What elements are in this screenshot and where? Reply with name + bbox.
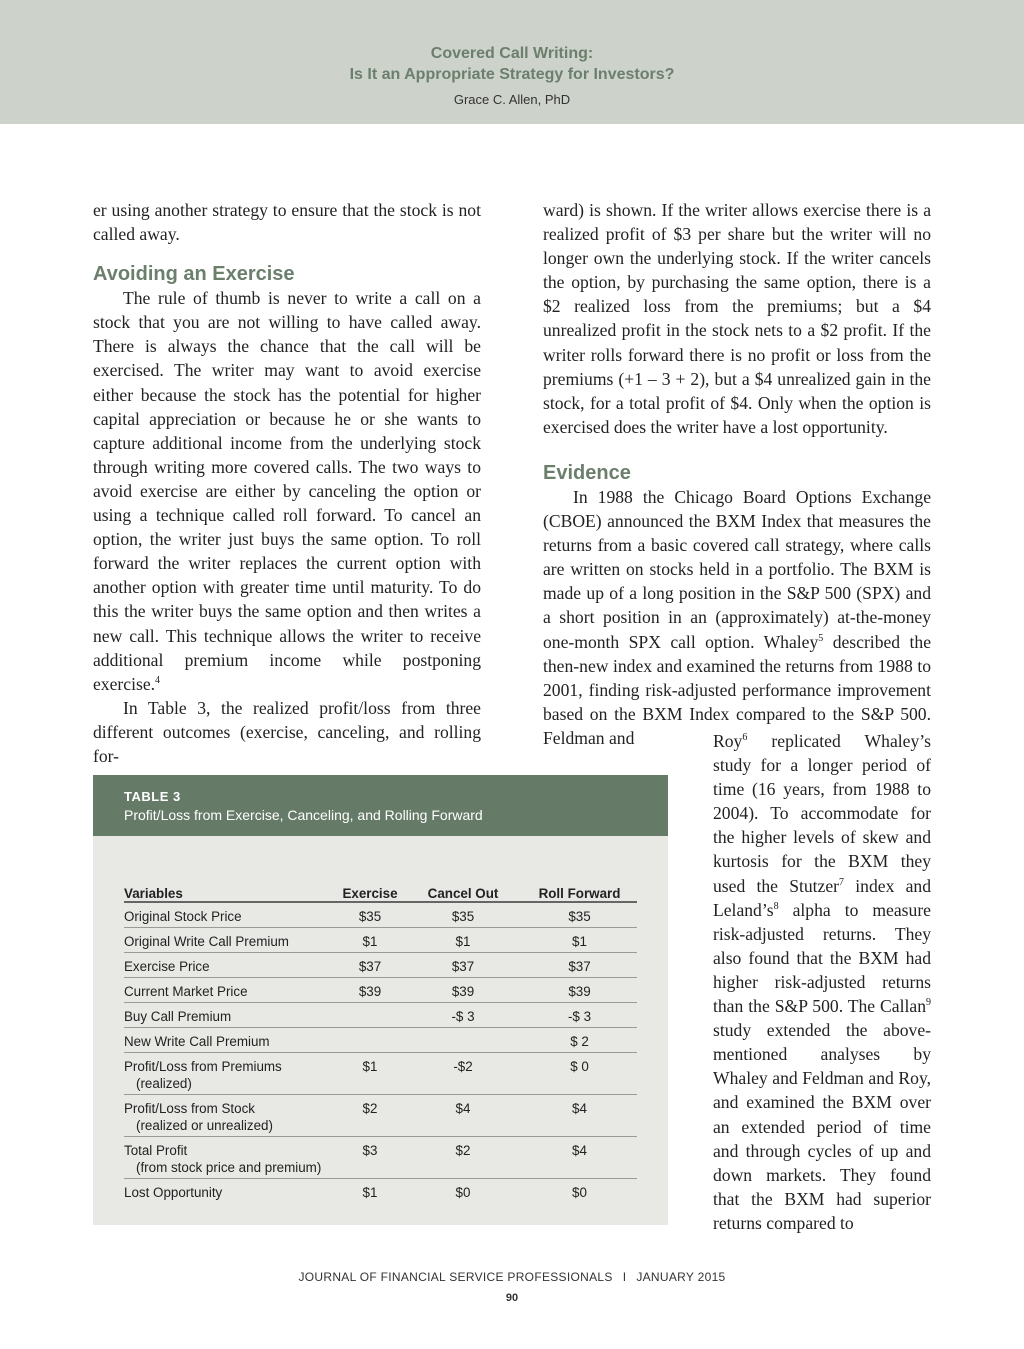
table-header-row [124, 882, 637, 903]
cancel-out-value: $0 [455, 1185, 471, 1200]
footnote-ref: 8 [773, 900, 779, 912]
cancel-out-value: -$2 [453, 1059, 473, 1074]
right-column [543, 198, 931, 750]
roll-forward-value: -$ 3 [567, 1009, 592, 1024]
page-number: 90 [505, 1292, 519, 1304]
row-label [124, 1003, 336, 1027]
row-label [124, 978, 336, 1002]
roll-forward-value: $39 [568, 984, 591, 999]
cancel-out-value: $39 [451, 984, 475, 999]
exercise-value: $2 [362, 1101, 378, 1116]
profit-loss-table [124, 882, 637, 1203]
table-row [124, 1178, 637, 1203]
cancel-out-value: -$ 3 [451, 1009, 475, 1024]
row-label [124, 1028, 336, 1052]
row-label-text: Buy Call Premium [124, 1009, 232, 1024]
column-header: Cancel Out [427, 886, 499, 901]
paragraph-text: described the then-new index and examined the returns from 1988 to 2001, finding risk-adjusted performance improvement based on the BXM Index compared to the S&P 500. Feldman and [543, 631, 931, 748]
roll-forward-value: $4 [572, 1101, 587, 1116]
row-label-text: Total Profit [124, 1143, 188, 1158]
header-band [0, 0, 1024, 124]
row-label-text: Current Market Price [124, 984, 248, 999]
issue-date: JANUARY 2015 [636, 1270, 726, 1284]
roll-forward-value: $35 [568, 909, 591, 924]
row-label-text: New Write Call Premium [124, 1034, 270, 1049]
row-label [124, 903, 336, 927]
roll-forward-value: $37 [568, 959, 591, 974]
left-continuation-text: er using another strategy to ensure that the stock is not called away. [93, 200, 481, 245]
table-row [124, 1027, 637, 1052]
row-label [124, 1179, 336, 1203]
footnote-ref: 4 [155, 674, 161, 686]
cancel-out-value: $2 [455, 1143, 471, 1158]
cancel-out-value [404, 1028, 522, 1052]
table-row [124, 1094, 637, 1136]
paragraph: In Table 3, the realized profit/loss from three different outcomes (exercise, canceling, and rolling for- [93, 697, 481, 766]
narrow-column [713, 729, 931, 1235]
row-label-text: Exercise Price [124, 959, 210, 974]
row-label [124, 953, 336, 977]
table-label: TABLE 3 [124, 789, 181, 804]
cancel-out-value: $35 [451, 909, 475, 924]
paragraph-text: replicated Whaley’s study for a longer period of time (16 years, from 1988 to 2004). To accommodate for the higher levels of skew and kurtosis for the BXM they used the Stutzer [713, 731, 931, 896]
row-label-text: Lost Opportunity [124, 1185, 223, 1200]
row-label-subtext: (from stock price and premium) [136, 1160, 322, 1175]
paragraph-text: The rule of thumb is never to write a call on a stock that you are not willing to have called away. There is always the chance that the call will be exercised. The writer may want to avoid exercise either because the stock has the potential for higher capital appreciation or because he or she wants to capture additional income from the underlying stock through writing more covered calls. The two ways to avoid exercise are either by canceling the option or using a technique called roll forward. To cancel an option, the writer just buys the same option. To roll forward the writer replaces the current option with another option with greater time until maturity. To do this the writer buys the same option and then writes a new call. This technique allows the writer to receive additional premium income while postponing exercise. [93, 288, 481, 694]
paragraph-text: study extended the above-mentioned analyses by Whaley and Feldman and Roy, and examined the BXM over an extended period of time and through cycles of up and down markets. They found that the BXM had superior returns compared to [713, 1020, 931, 1233]
column-header: Variables [124, 886, 183, 901]
exercise-value: $1 [362, 1059, 378, 1074]
exercise-value [336, 1028, 404, 1052]
paragraph [713, 729, 931, 1235]
exercise-value: $1 [362, 934, 378, 949]
exercise-value: $37 [358, 959, 382, 974]
paragraph-text: index and Leland’s [713, 875, 931, 920]
section-heading-avoiding-exercise: Avoiding an Exercise [93, 263, 295, 286]
article-title-line1: Covered Call Writing: [430, 45, 594, 62]
paragraph-text: Roy [713, 731, 743, 751]
table-row [124, 977, 637, 1002]
roll-forward-value: $4 [572, 1143, 587, 1158]
paragraph-text: In 1988 the Chicago Board Options Exchange (CBOE) announced the BXM Index that measures the returns from a basic covered call strategy, where calls are written on stocks held in a portfolio. The BXM is made up of a long position in the S&P 500 (SPX) and a short position in an (approximately) at-the-money one-month SPX call option. Whaley [543, 486, 931, 652]
table-3-box [93, 775, 668, 1225]
row-label [124, 1095, 336, 1136]
roll-forward-value: $ 2 [570, 1034, 589, 1049]
row-label [124, 1053, 336, 1094]
right-continuation-text: ward) is shown. If the writer allows exercise there is a realized profit of $3 per share but the writer will no longer own the underlying stock. If the writer cancels the option, by purchasing the same option, there is a $2 realized loss from the premiums; but a $4 unrealized profit in the stock nets to a $2 profit. If the writer rolls forward there is no profit or loss from the premiums (+1 – 3 + 2), but a $4 unrealized gain in the stock, for a total profit of $4. Only when the option is exercised does the writer have a lost opportunity. [543, 200, 931, 437]
column-header: Roll Forward [538, 886, 621, 901]
row-label-text: Profit/Loss from Stock [124, 1101, 255, 1116]
cancel-out-value: $1 [455, 934, 471, 949]
table-caption: Profit/Loss from Exercise, Canceling, and Rolling Forward [124, 807, 483, 823]
paragraph-text: alpha to measure risk-adjusted returns. They also found that the BXM had higher risk-adjusted returns than the S&P 500. The Callan [713, 899, 931, 1017]
table-row [124, 1052, 637, 1094]
row-label-text: Original Write Call Premium [124, 934, 289, 949]
row-label [124, 928, 336, 952]
roll-forward-value: $ 0 [570, 1059, 589, 1074]
exercise-value: $3 [362, 1143, 378, 1158]
cancel-out-value: $37 [451, 959, 475, 974]
page-footer [0, 1270, 1024, 1284]
footnote-ref: 9 [926, 997, 931, 1009]
exercise-value: $1 [362, 1185, 378, 1200]
table-row [124, 927, 637, 952]
table-row [124, 1002, 637, 1027]
row-label-subtext: (realized) [136, 1076, 192, 1091]
table-header-band [93, 775, 668, 836]
section-heading-evidence: Evidence [543, 461, 631, 484]
paragraph [93, 286, 481, 696]
column-header: Exercise [342, 886, 398, 901]
paragraph [543, 485, 931, 750]
table-row [124, 952, 637, 977]
left-column [93, 198, 481, 768]
exercise-value: $35 [358, 909, 382, 924]
row-label-text: Original Stock Price [124, 909, 242, 924]
footnote-ref: 7 [839, 876, 845, 888]
footer-separator: I [622, 1270, 627, 1284]
exercise-value: $39 [358, 984, 382, 999]
roll-forward-value: $0 [572, 1185, 587, 1200]
exercise-value [336, 1003, 404, 1027]
cancel-out-value: $4 [455, 1101, 471, 1116]
row-label-subtext: (realized or unrealized) [136, 1118, 273, 1133]
article-title-line2: Is It an Appropriate Strategy for Investors? [349, 66, 675, 83]
journal-name: JOURNAL OF FINANCIAL SERVICE PROFESSIONALS [298, 1270, 613, 1284]
table-row [124, 903, 637, 927]
footnote-ref: 6 [742, 732, 748, 744]
roll-forward-value: $1 [572, 934, 587, 949]
footnote-ref: 5 [818, 632, 824, 644]
author: Grace C. Allen, PhD [453, 92, 571, 107]
row-label [124, 1137, 336, 1178]
table-row [124, 1136, 637, 1178]
row-label-text: Profit/Loss from Premiums [124, 1059, 282, 1074]
